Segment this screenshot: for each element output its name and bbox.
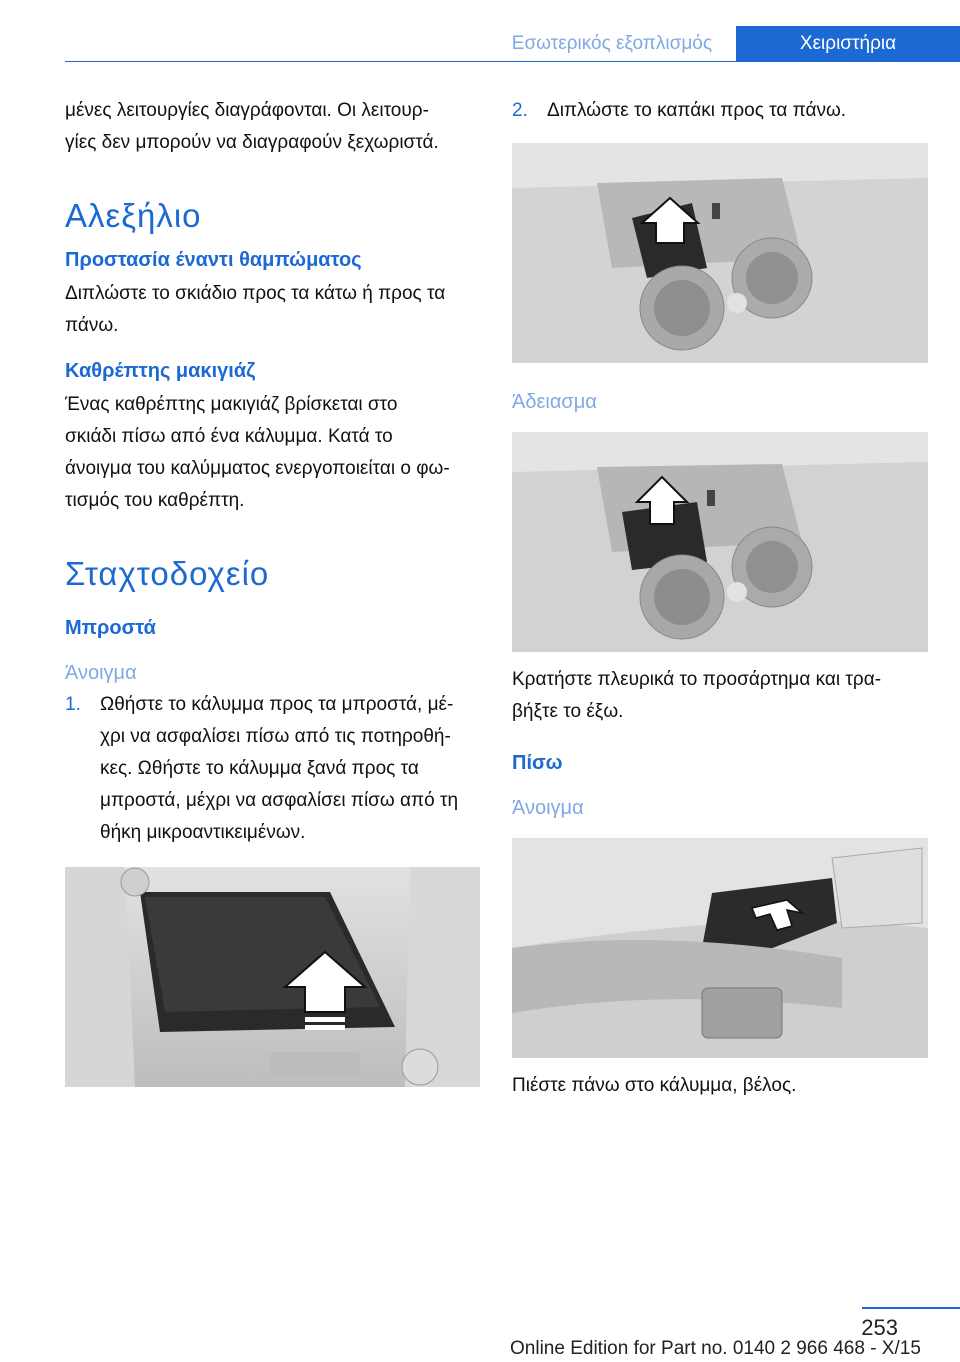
intro-paragraph: μένες λειτουργίες διαγράφονται. Οι λειτουρ- γίες δεν μπορούν να διαγραφούν ξεχωριστά. (65, 100, 439, 153)
heading-rear: Πίσω (512, 752, 563, 774)
heading-ashtray: Σταχτοδοχείο (65, 555, 270, 592)
heading-sun-visor: Αλεξήλιο (65, 197, 202, 234)
step-1-number: 1. (65, 694, 81, 715)
header-section-title: Εσωτερικός εξοπλισμός (511, 33, 712, 54)
paragraph-emptying: Κρατήστε πλευρικά το προσάρτημα και τρα- βήξτε το έξω. (512, 669, 882, 722)
heading-front: Μπροστά (65, 617, 156, 639)
left-column (65, 95, 480, 1087)
page-number: 253 (861, 1315, 898, 1340)
heading-vanity-mirror: Καθρέπτης μακιγιάζ (65, 360, 256, 382)
header-tab-controls[interactable]: Χειριστήρια (736, 26, 960, 62)
right-column (512, 95, 928, 1102)
footer-edition: Online Edition for Part no. 0140 2 966 468 - X/15 (510, 1338, 921, 1359)
heading-emptying: Άδειασμα (512, 391, 597, 413)
paragraph-mirror: Ένας καθρέπτης μακιγιάζ βρίσκεται στο σκιάδι πίσω από ένα κάλυμμα. Κατά το άνοιγμα του καλύμματος ενεργοποιείται ο φω- τισμός του καθρέπτη. (65, 394, 450, 511)
step-2 (512, 95, 928, 127)
header-rule (65, 61, 960, 62)
footer-rule (862, 1307, 960, 1309)
heading-glare-protection: Προστασία έναντι θαμπώματος (65, 249, 362, 271)
step-1-text: Ωθήστε το κάλυμμα προς τα μπροστά, μέ- χρι να ασφαλίσει πίσω από τις ποτηροθή- κες. Ωθήστε το κάλυμμα ξανά προς τα μπροστά, μέχρι να ασφαλίσει πίσω από τη θήκη μικροαντικειμένων. (100, 694, 459, 843)
heading-opening: Άνοιγμα (65, 662, 137, 684)
photo-rear-door-ashtray (512, 838, 928, 1058)
paragraph-rear: Πιέστε πάνω στο κάλυμμα, βέλος. (512, 1075, 797, 1096)
heading-opening-rear: Άνοιγμα (512, 797, 584, 819)
photo-console-cover (65, 867, 480, 1087)
step-2-text: Διπλώστε το καπάκι προς τα πάνω. (547, 100, 847, 121)
photo-ashtray-insert (512, 432, 928, 652)
step-2-number: 2. (512, 100, 528, 121)
step-1 (65, 689, 480, 849)
photo-lid-open (512, 143, 928, 363)
paragraph-glare: Διπλώστε το σκιάδιο προς τα κάτω ή προς τα πάνω. (65, 283, 446, 336)
